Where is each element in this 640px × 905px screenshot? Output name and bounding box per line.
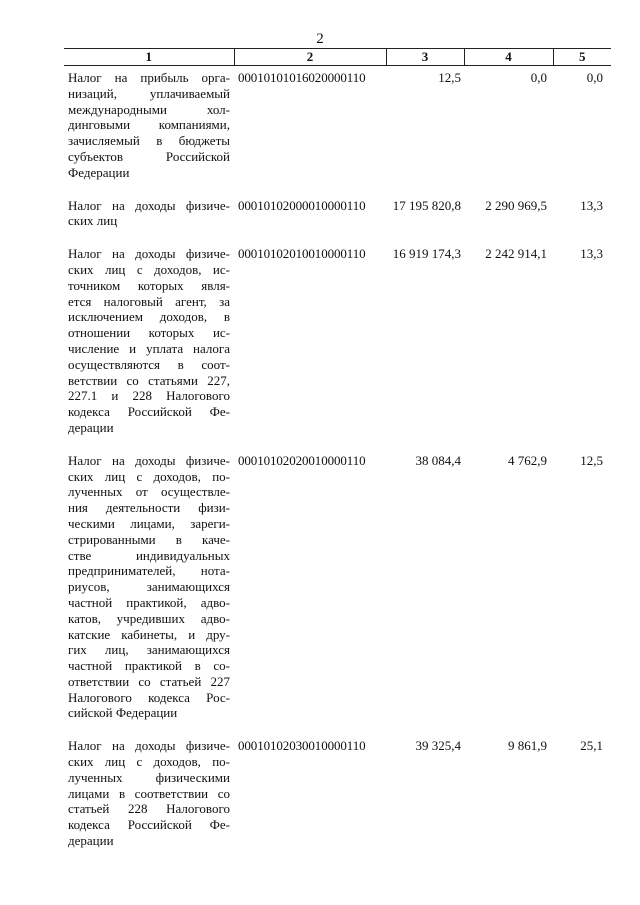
row-name-line: предпринимателей, нота- bbox=[68, 563, 230, 579]
row-name-line: дерации bbox=[68, 833, 114, 849]
row-name-line: точником которых явля- bbox=[68, 277, 230, 293]
row-name-line: субъектов Российской bbox=[68, 148, 230, 164]
row-name-line: динговыми компаниями, bbox=[68, 117, 230, 133]
row-name-line: кодекса Российской Фе- bbox=[68, 404, 230, 420]
row-name-line: катские кабинеты, и дру- bbox=[68, 626, 230, 642]
row-name-cell bbox=[64, 66, 234, 195]
table-row bbox=[64, 195, 611, 244]
budget-table bbox=[64, 48, 611, 863]
row-name-line: ских лиц bbox=[68, 213, 118, 229]
table-row bbox=[64, 243, 611, 450]
column-header-1: 1 bbox=[64, 49, 234, 66]
row-col3-cell: 39 325,4 bbox=[415, 738, 461, 754]
row-code-cell: 00010102000010000110 bbox=[238, 197, 366, 213]
row-name-line: международными хол- bbox=[68, 101, 230, 117]
row-name-line: исключением доходов, в bbox=[68, 309, 230, 325]
row-col5-cell: 13,3 bbox=[580, 197, 603, 213]
row-name-line: ских лиц с доходов, по- bbox=[68, 754, 230, 770]
row-name-line: осуществляются в соот- bbox=[68, 356, 230, 372]
row-name-line: отношении которых ис- bbox=[68, 325, 230, 341]
row-name-line: дерации bbox=[68, 419, 114, 435]
row-name-line: лученных физическими bbox=[68, 769, 230, 785]
column-header-4: 4 bbox=[464, 49, 553, 66]
row-name-line: ских лиц с доходов, ис- bbox=[68, 261, 230, 277]
row-name-line: сийской Федерации bbox=[68, 705, 178, 721]
row-name-line: ческими лицами, зареги- bbox=[68, 515, 230, 531]
row-name-line: Налог на доходы физиче- bbox=[68, 452, 230, 468]
table-row bbox=[64, 66, 611, 195]
row-col5-cell: 12,5 bbox=[580, 452, 603, 468]
table-body bbox=[64, 66, 611, 863]
row-code-cell: 00010102010010000110 bbox=[238, 246, 366, 262]
row-name-line: ется налоговый агент, за bbox=[68, 293, 230, 309]
row-col4-cell: 4 762,9 bbox=[508, 452, 547, 468]
row-name-line: статьей 228 Налогового bbox=[68, 801, 230, 817]
row-col3-cell: 16 919 174,3 bbox=[392, 246, 461, 262]
table-header-row bbox=[64, 49, 611, 66]
row-name-line: риусов, занимающихся bbox=[68, 579, 230, 595]
row-name-cell bbox=[64, 735, 234, 863]
row-name-line: Налог на прибыль орга- bbox=[68, 70, 230, 85]
row-name-line: 227.1 и 228 Налогового bbox=[68, 388, 230, 404]
column-header-3: 3 bbox=[386, 49, 464, 66]
row-code-cell: 00010102030010000110 bbox=[238, 738, 366, 754]
row-code-cell: 00010102020010000110 bbox=[238, 452, 366, 468]
row-col3-cell: 12,5 bbox=[438, 70, 461, 85]
row-col3-cell: 17 195 820,8 bbox=[392, 197, 461, 213]
table-row bbox=[64, 450, 611, 736]
row-name-line: числение и уплата налога bbox=[68, 340, 230, 356]
row-name-line: зачисляемый в бюджеты bbox=[68, 133, 230, 149]
row-code-cell: 00010101016020000110 bbox=[238, 70, 366, 85]
row-col3-cell: 38 084,4 bbox=[415, 452, 461, 468]
row-name-cell bbox=[64, 450, 234, 736]
row-name-line: низаций, уплачиваемый bbox=[68, 85, 230, 101]
row-name-line: ния деятельности физи- bbox=[68, 500, 230, 516]
row-name-line: стве индивидуальных bbox=[68, 547, 230, 563]
column-header-5: 5 bbox=[553, 49, 611, 66]
row-col5-cell: 0,0 bbox=[586, 70, 603, 85]
row-col4-cell: 9 861,9 bbox=[508, 738, 547, 754]
row-col4-cell: 2 290 969,5 bbox=[485, 197, 547, 213]
row-name-line: Налогового кодекса Рос- bbox=[68, 689, 230, 705]
row-name-cell bbox=[64, 195, 234, 244]
row-name-line: ветствии со статьями 227, bbox=[68, 372, 230, 388]
row-name-line: Федерации bbox=[68, 164, 130, 180]
row-name-line: кодекса Российской Фе- bbox=[68, 817, 230, 833]
page-number: 2 bbox=[316, 31, 324, 47]
row-name-line: ответствии со статьей 227 bbox=[68, 673, 230, 689]
row-name-line: Налог на доходы физиче- bbox=[68, 738, 230, 754]
row-name-line: Налог на доходы физиче- bbox=[68, 246, 230, 262]
row-name-line: гих лиц, занимающихся bbox=[68, 642, 230, 658]
row-name-line: частной практикой, адво- bbox=[68, 594, 230, 610]
column-header-2: 2 bbox=[234, 49, 386, 66]
row-name-line: лицами в соответствии со bbox=[68, 785, 230, 801]
row-col5-cell: 25,1 bbox=[580, 738, 603, 754]
row-col4-cell: 2 242 914,1 bbox=[485, 246, 547, 262]
row-name-cell bbox=[64, 243, 234, 450]
row-name-line: катов, учредивших адво- bbox=[68, 610, 230, 626]
row-col4-cell: 0,0 bbox=[530, 70, 547, 85]
table-row bbox=[64, 735, 611, 863]
row-name-line: Налог на доходы физиче- bbox=[68, 197, 230, 213]
row-name-line: ских лиц с доходов, по- bbox=[68, 468, 230, 484]
row-name-line: лученных от осуществле- bbox=[68, 484, 230, 500]
row-col5-cell: 13,3 bbox=[580, 246, 603, 262]
row-name-line: частной практикой в со- bbox=[68, 658, 230, 674]
row-name-line: стрированными в каче- bbox=[68, 531, 230, 547]
